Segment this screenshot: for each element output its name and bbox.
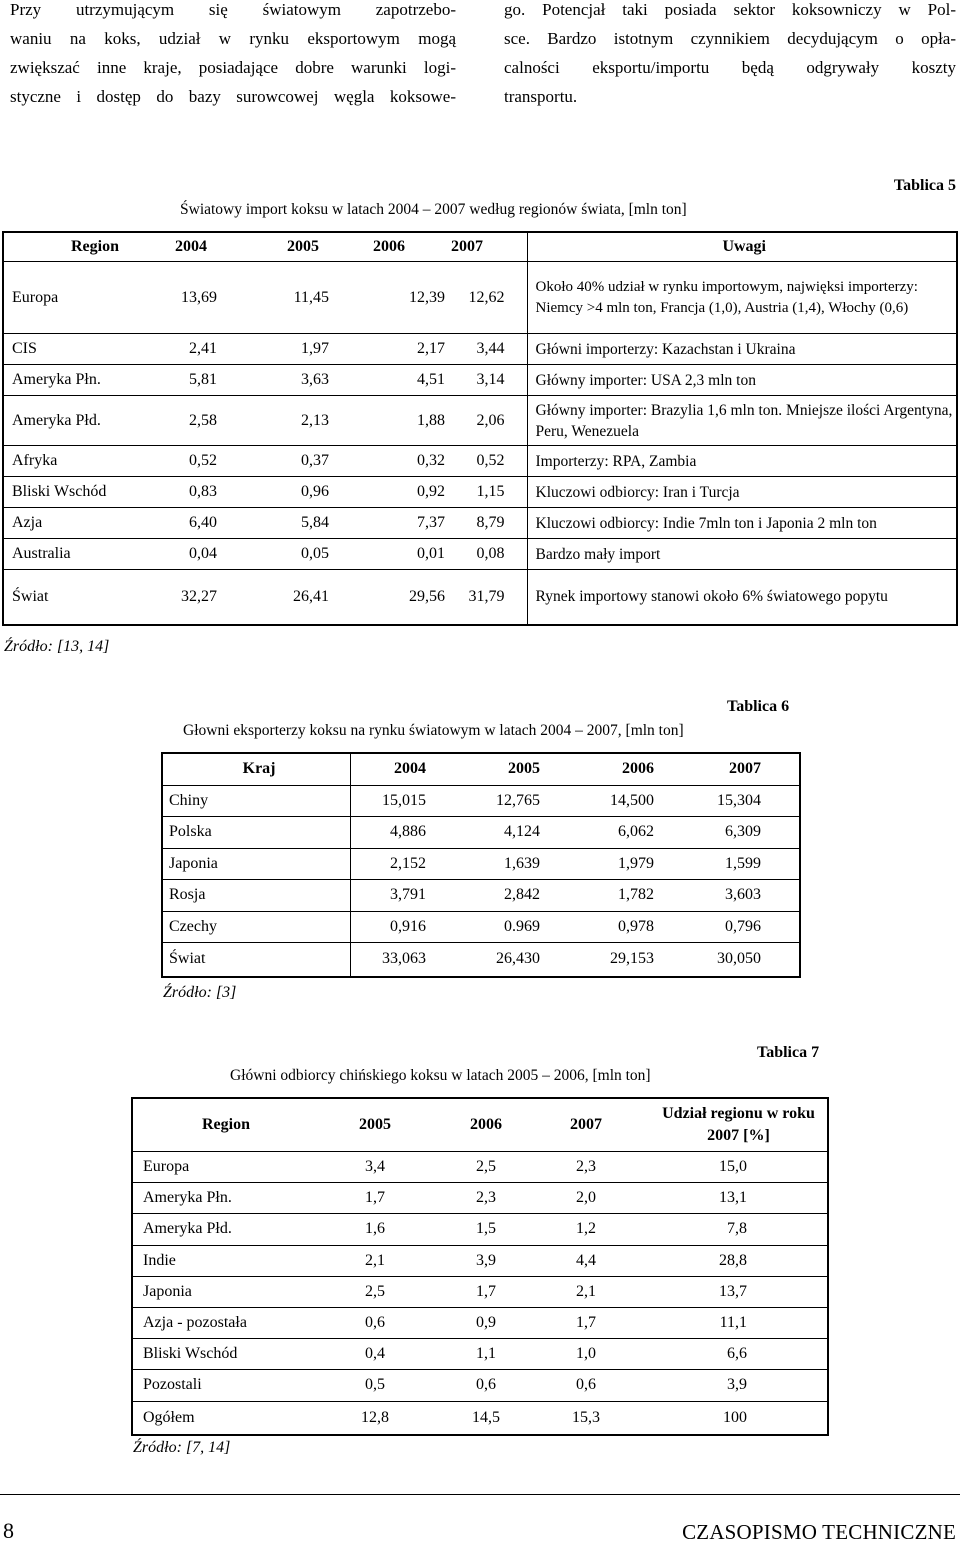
- table5-cell: 0,52: [451, 446, 527, 477]
- table5-cell: 0,92: [333, 477, 451, 508]
- table7-region: Azja - pozostała: [132, 1307, 308, 1338]
- table6-header-2004: 2004: [350, 753, 464, 785]
- table6-cell: 6,062: [578, 817, 692, 849]
- table6-cell: 1,979: [578, 848, 692, 880]
- table5-cell: 0,52: [125, 446, 217, 477]
- table-row: [3, 539, 957, 570]
- table-row: [132, 1245, 828, 1276]
- table5-note: Główny importer: USA 2,3 mln ton: [527, 365, 957, 396]
- table5-cell: 11,45: [293, 288, 329, 306]
- table7-cell: 2,3: [418, 1183, 530, 1214]
- table7-cell: 0,6: [418, 1370, 530, 1401]
- table5-cell: 0,05: [217, 539, 333, 570]
- table5-header-2006: 2006: [333, 232, 451, 262]
- table7-cell: 13,7: [630, 1276, 828, 1307]
- table5-cell: 2,13: [217, 396, 333, 446]
- table-row: [132, 1401, 828, 1435]
- table5-cell: 0,96: [217, 477, 333, 508]
- intro-left-line: Przy utrzymującym się światowym zapotrzebo-: [10, 0, 456, 19]
- table5-cell: 5,84: [217, 508, 333, 539]
- table-row: [3, 477, 957, 508]
- table5-cell: 29,56: [333, 570, 451, 625]
- table7-cell: 1,7: [308, 1183, 418, 1214]
- table-row: [3, 570, 957, 625]
- table5: [2, 231, 958, 626]
- table6-cell: 0.969: [464, 911, 578, 943]
- table6-country: Świat: [162, 943, 350, 977]
- table-row: [132, 1183, 828, 1214]
- table7-region: Bliski Wschód: [132, 1339, 308, 1370]
- table5-cell: 1,97: [217, 334, 333, 365]
- table7-header-2006: 2006: [418, 1098, 530, 1152]
- table5-caption: Światowy import koksu w latach 2004 – 2007 według regionów świata, [mln ton]: [180, 201, 687, 218]
- table5-header-notes: Uwagi: [527, 232, 957, 262]
- table5-cell: 3,44: [451, 334, 527, 365]
- table-row: [132, 1276, 828, 1307]
- table-row: [132, 1307, 828, 1338]
- table5-label: Tablica 5: [893, 177, 956, 194]
- table6-cell: 33,063: [350, 943, 464, 977]
- table6-caption: Głowni eksporterzy koksu na rynku światowym w latach 2004 – 2007, [mln ton]: [183, 722, 684, 739]
- table7-cell: 15,0: [719, 1158, 747, 1176]
- table5-cell: 31,79: [451, 570, 527, 625]
- table6-cell: 26,430: [464, 943, 578, 977]
- table6-cell: 2,842: [464, 880, 578, 912]
- table6-cell: 4,886: [350, 817, 464, 849]
- table5-cell: 0,08: [451, 539, 527, 570]
- table7-cell: 2,5: [308, 1276, 418, 1307]
- table5-region: Bliski Wschód: [3, 477, 125, 508]
- table7-cell: 1,7: [530, 1307, 630, 1338]
- table6-country: Chiny: [162, 785, 350, 817]
- table6-source: Źródło: [3]: [163, 984, 237, 1001]
- table5-note: Około 40% udział w rynku importowym, najwięksi importerzy: Niemcy >4 mln ton, Francja (1,0), Austria (1,4), Włochy (0,6): [527, 262, 957, 334]
- table7-cell: 4,4: [530, 1245, 630, 1276]
- table6-cell: 15,304: [717, 791, 761, 809]
- table7-region: Indie: [132, 1245, 308, 1276]
- table7-cell: 13,1: [630, 1183, 828, 1214]
- table7-cell: 3,4: [365, 1158, 385, 1176]
- table6-header-row: [162, 753, 800, 785]
- table7-header-share: Udział regionu w roku 2007 [%]: [630, 1098, 828, 1152]
- table5-cell: 2,06: [451, 396, 527, 446]
- table6-cell: 2,152: [350, 848, 464, 880]
- table-row: [162, 785, 800, 817]
- table7-header-row: [132, 1098, 828, 1152]
- table5-region: Ameryka Płn.: [3, 365, 125, 396]
- table7-cell: 12,8: [308, 1401, 418, 1435]
- table5-note: Rynek importowy stanowi około 6% światowego popytu: [527, 570, 957, 625]
- table5-cell: 3,63: [217, 365, 333, 396]
- table7-cell: 2,3: [576, 1158, 596, 1176]
- table7-cell: 0,5: [308, 1370, 418, 1401]
- table5-cell: 0,01: [333, 539, 451, 570]
- table-row: [3, 334, 957, 365]
- table7-region: Pozostali: [132, 1370, 308, 1401]
- table7-region: Ogółem: [132, 1401, 308, 1435]
- table7-header-2007: 2007: [530, 1098, 630, 1152]
- table6-cell: 0,916: [350, 911, 464, 943]
- table5-region: CIS: [3, 334, 125, 365]
- table-row: [3, 396, 957, 446]
- table5-header-region: Region: [3, 232, 125, 262]
- table5-cell: 2,17: [333, 334, 451, 365]
- table7-cell: 2,1: [530, 1276, 630, 1307]
- table6-header-2006: 2006: [578, 753, 692, 785]
- table6-cell: 29,153: [578, 943, 692, 977]
- table7-cell: 3,9: [630, 1370, 828, 1401]
- table5-cell: 12,39: [409, 288, 445, 306]
- table5-region: Europa: [12, 288, 59, 306]
- table5-region: Australia: [3, 539, 125, 570]
- table7-cell: 2,5: [476, 1158, 496, 1176]
- table5-cell: 6,40: [125, 508, 217, 539]
- table7-cell: 1,6: [308, 1214, 418, 1245]
- table-row: [3, 262, 957, 334]
- table-row: [162, 911, 800, 943]
- table7-cell: 11,1: [630, 1307, 828, 1338]
- table5-note: Bardzo mały import: [527, 539, 957, 570]
- table-row: [162, 817, 800, 849]
- table7-header-region: Region: [132, 1098, 308, 1152]
- table-row: [132, 1339, 828, 1370]
- table7-cell: 1,7: [418, 1276, 530, 1307]
- table7-cell: 0,9: [418, 1307, 530, 1338]
- table6-cell: 1,782: [578, 880, 692, 912]
- intro-left-line: zwiększać inne kraje, posiadające dobre warunki logi-: [10, 58, 456, 77]
- table6-header-2007: 2007: [692, 753, 800, 785]
- table7-region: Japonia: [132, 1276, 308, 1307]
- page-number: 8: [3, 1518, 14, 1543]
- table5-grid: [2, 231, 958, 626]
- table5-header-row: [3, 232, 957, 262]
- table6-country: Japonia: [162, 848, 350, 880]
- table5-cell: 2,41: [125, 334, 217, 365]
- table5-region: Ameryka Płd.: [3, 396, 125, 446]
- table6-label: Tablica 6: [727, 698, 790, 715]
- table7-cell: 6,6: [630, 1339, 828, 1370]
- table5-region: Azja: [3, 508, 125, 539]
- table5-note: Główny importer: Brazylia 1,6 mln ton. Mniejsze ilości Argentyna, Peru, Wenezuela: [527, 396, 957, 446]
- table6-cell: 0,796: [692, 911, 800, 943]
- table5-header-2007: 2007: [451, 232, 527, 262]
- table6-header-2005: 2005: [464, 753, 578, 785]
- table5-cell: 8,79: [451, 508, 527, 539]
- table7-cell: 2,1: [308, 1245, 418, 1276]
- table5-header-2005: 2005: [217, 232, 333, 262]
- table6-cell: 6,309: [692, 817, 800, 849]
- table6-cell: 30,050: [692, 943, 800, 977]
- table7-region: Ameryka Płn.: [132, 1183, 308, 1214]
- table-row: [132, 1214, 828, 1245]
- intro-left-line: styczne i dostęp do bazy surowcowej węgla koksowe-: [10, 87, 456, 106]
- table7-header-2005: 2005: [308, 1098, 418, 1152]
- intro-right-column: [504, 0, 956, 111]
- table6-cell: 14,500: [610, 791, 654, 809]
- table5-cell: 1,15: [451, 477, 527, 508]
- table5-header-2004: 2004: [125, 232, 217, 262]
- table5-cell: 0,37: [217, 446, 333, 477]
- intro-left-line: waniu na koks, udział w rynku eksportowym mogą: [10, 29, 456, 48]
- table7-region: Europa: [143, 1158, 190, 1176]
- table-row: [3, 365, 957, 396]
- table7-cell: 100: [630, 1401, 828, 1435]
- table5-note: Kluczowi odbiorcy: Indie 7mln ton i Japonia 2 mln ton: [527, 508, 957, 539]
- table5-cell: 12,62: [468, 288, 505, 306]
- table7-cell: 0,6: [308, 1307, 418, 1338]
- table6-cell: 3,791: [350, 880, 464, 912]
- table7-source: Źródło: [7, 14]: [133, 1439, 231, 1456]
- table6-grid: [161, 752, 801, 978]
- table7-cell: 2,0: [530, 1183, 630, 1214]
- table6-cell: 0,978: [578, 911, 692, 943]
- table-row: [162, 880, 800, 912]
- table7-cell: 1,1: [418, 1339, 530, 1370]
- table5-note: Importerzy: RPA, Zambia: [527, 446, 957, 477]
- table5-cell: 0,04: [125, 539, 217, 570]
- table7-cell: 1,0: [530, 1339, 630, 1370]
- table6-country: Czechy: [162, 911, 350, 943]
- intro-left-column: [10, 0, 456, 111]
- table-row: [162, 848, 800, 880]
- table7-cell: 14,5: [418, 1401, 530, 1435]
- table7-grid: [131, 1097, 829, 1436]
- table-row: [132, 1152, 828, 1183]
- table5-cell: 5,81: [125, 365, 217, 396]
- table-row: [162, 943, 800, 977]
- table7-cell: 0,6: [530, 1370, 630, 1401]
- table5-cell: 26,41: [217, 570, 333, 625]
- table6-cell: 3,603: [692, 880, 800, 912]
- journal-title: CZASOPISMO TECHNICZNE: [682, 1520, 956, 1544]
- table6-cell: 12,765: [496, 791, 540, 809]
- table5-cell: 7,37: [333, 508, 451, 539]
- table5-source: Źródło: [13, 14]: [4, 638, 110, 655]
- table5-cell: 0,32: [333, 446, 451, 477]
- table5-cell: 3,14: [451, 365, 527, 396]
- table6-cell: 1,639: [464, 848, 578, 880]
- table6: [161, 752, 801, 978]
- table7-cell: 28,8: [630, 1245, 828, 1276]
- table6-country: Rosja: [162, 880, 350, 912]
- table-row: [3, 508, 957, 539]
- table-row: [132, 1370, 828, 1401]
- table7-cell: 15,3: [530, 1401, 630, 1435]
- table6-header-country: Kraj: [162, 753, 350, 785]
- intro-right-line: transportu.: [504, 87, 578, 106]
- table5-cell: 1,88: [333, 396, 451, 446]
- table7-cell: 0,4: [308, 1339, 418, 1370]
- table5-cell: 4,51: [333, 365, 451, 396]
- table5-region: Afryka: [3, 446, 125, 477]
- table7: [131, 1097, 829, 1436]
- table5-region: Świat: [3, 570, 125, 625]
- table5-note: Główni importerzy: Kazachstan i Ukraina: [527, 334, 957, 365]
- table-row: [3, 446, 957, 477]
- table7-label: Tablica 7: [757, 1044, 820, 1061]
- table6-cell: 4,124: [464, 817, 578, 849]
- intro-right-line: calności eksportu/importu będą odgrywały koszty: [504, 58, 956, 77]
- table6-cell: 15,015: [382, 791, 426, 809]
- table7-caption: Główni odbiorcy chińskiego koksu w latach 2005 – 2006, [mln ton]: [230, 1067, 651, 1084]
- table5-cell: 2,58: [125, 396, 217, 446]
- table7-cell: 1,2: [530, 1214, 630, 1245]
- intro-right-line: go. Potencjał taki posiada sektor koksowniczy w Pol-: [504, 0, 956, 19]
- table7-cell: 7,8: [630, 1214, 828, 1245]
- intro-right-line: sce. Bardzo istotnym czynnikiem decydującym o opła-: [504, 29, 956, 48]
- footer-rule: [0, 1494, 960, 1495]
- table6-cell: 1,599: [692, 848, 800, 880]
- table7-cell: 1,5: [418, 1214, 530, 1245]
- table5-note: Kluczowi odbiorcy: Iran i Turcja: [527, 477, 957, 508]
- table7-region: Ameryka Płd.: [132, 1214, 308, 1245]
- table6-country: Polska: [162, 817, 350, 849]
- table5-cell: 13,69: [181, 288, 217, 306]
- table7-cell: 3,9: [418, 1245, 530, 1276]
- table5-cell: 0,83: [125, 477, 217, 508]
- table5-cell: 32,27: [125, 570, 217, 625]
